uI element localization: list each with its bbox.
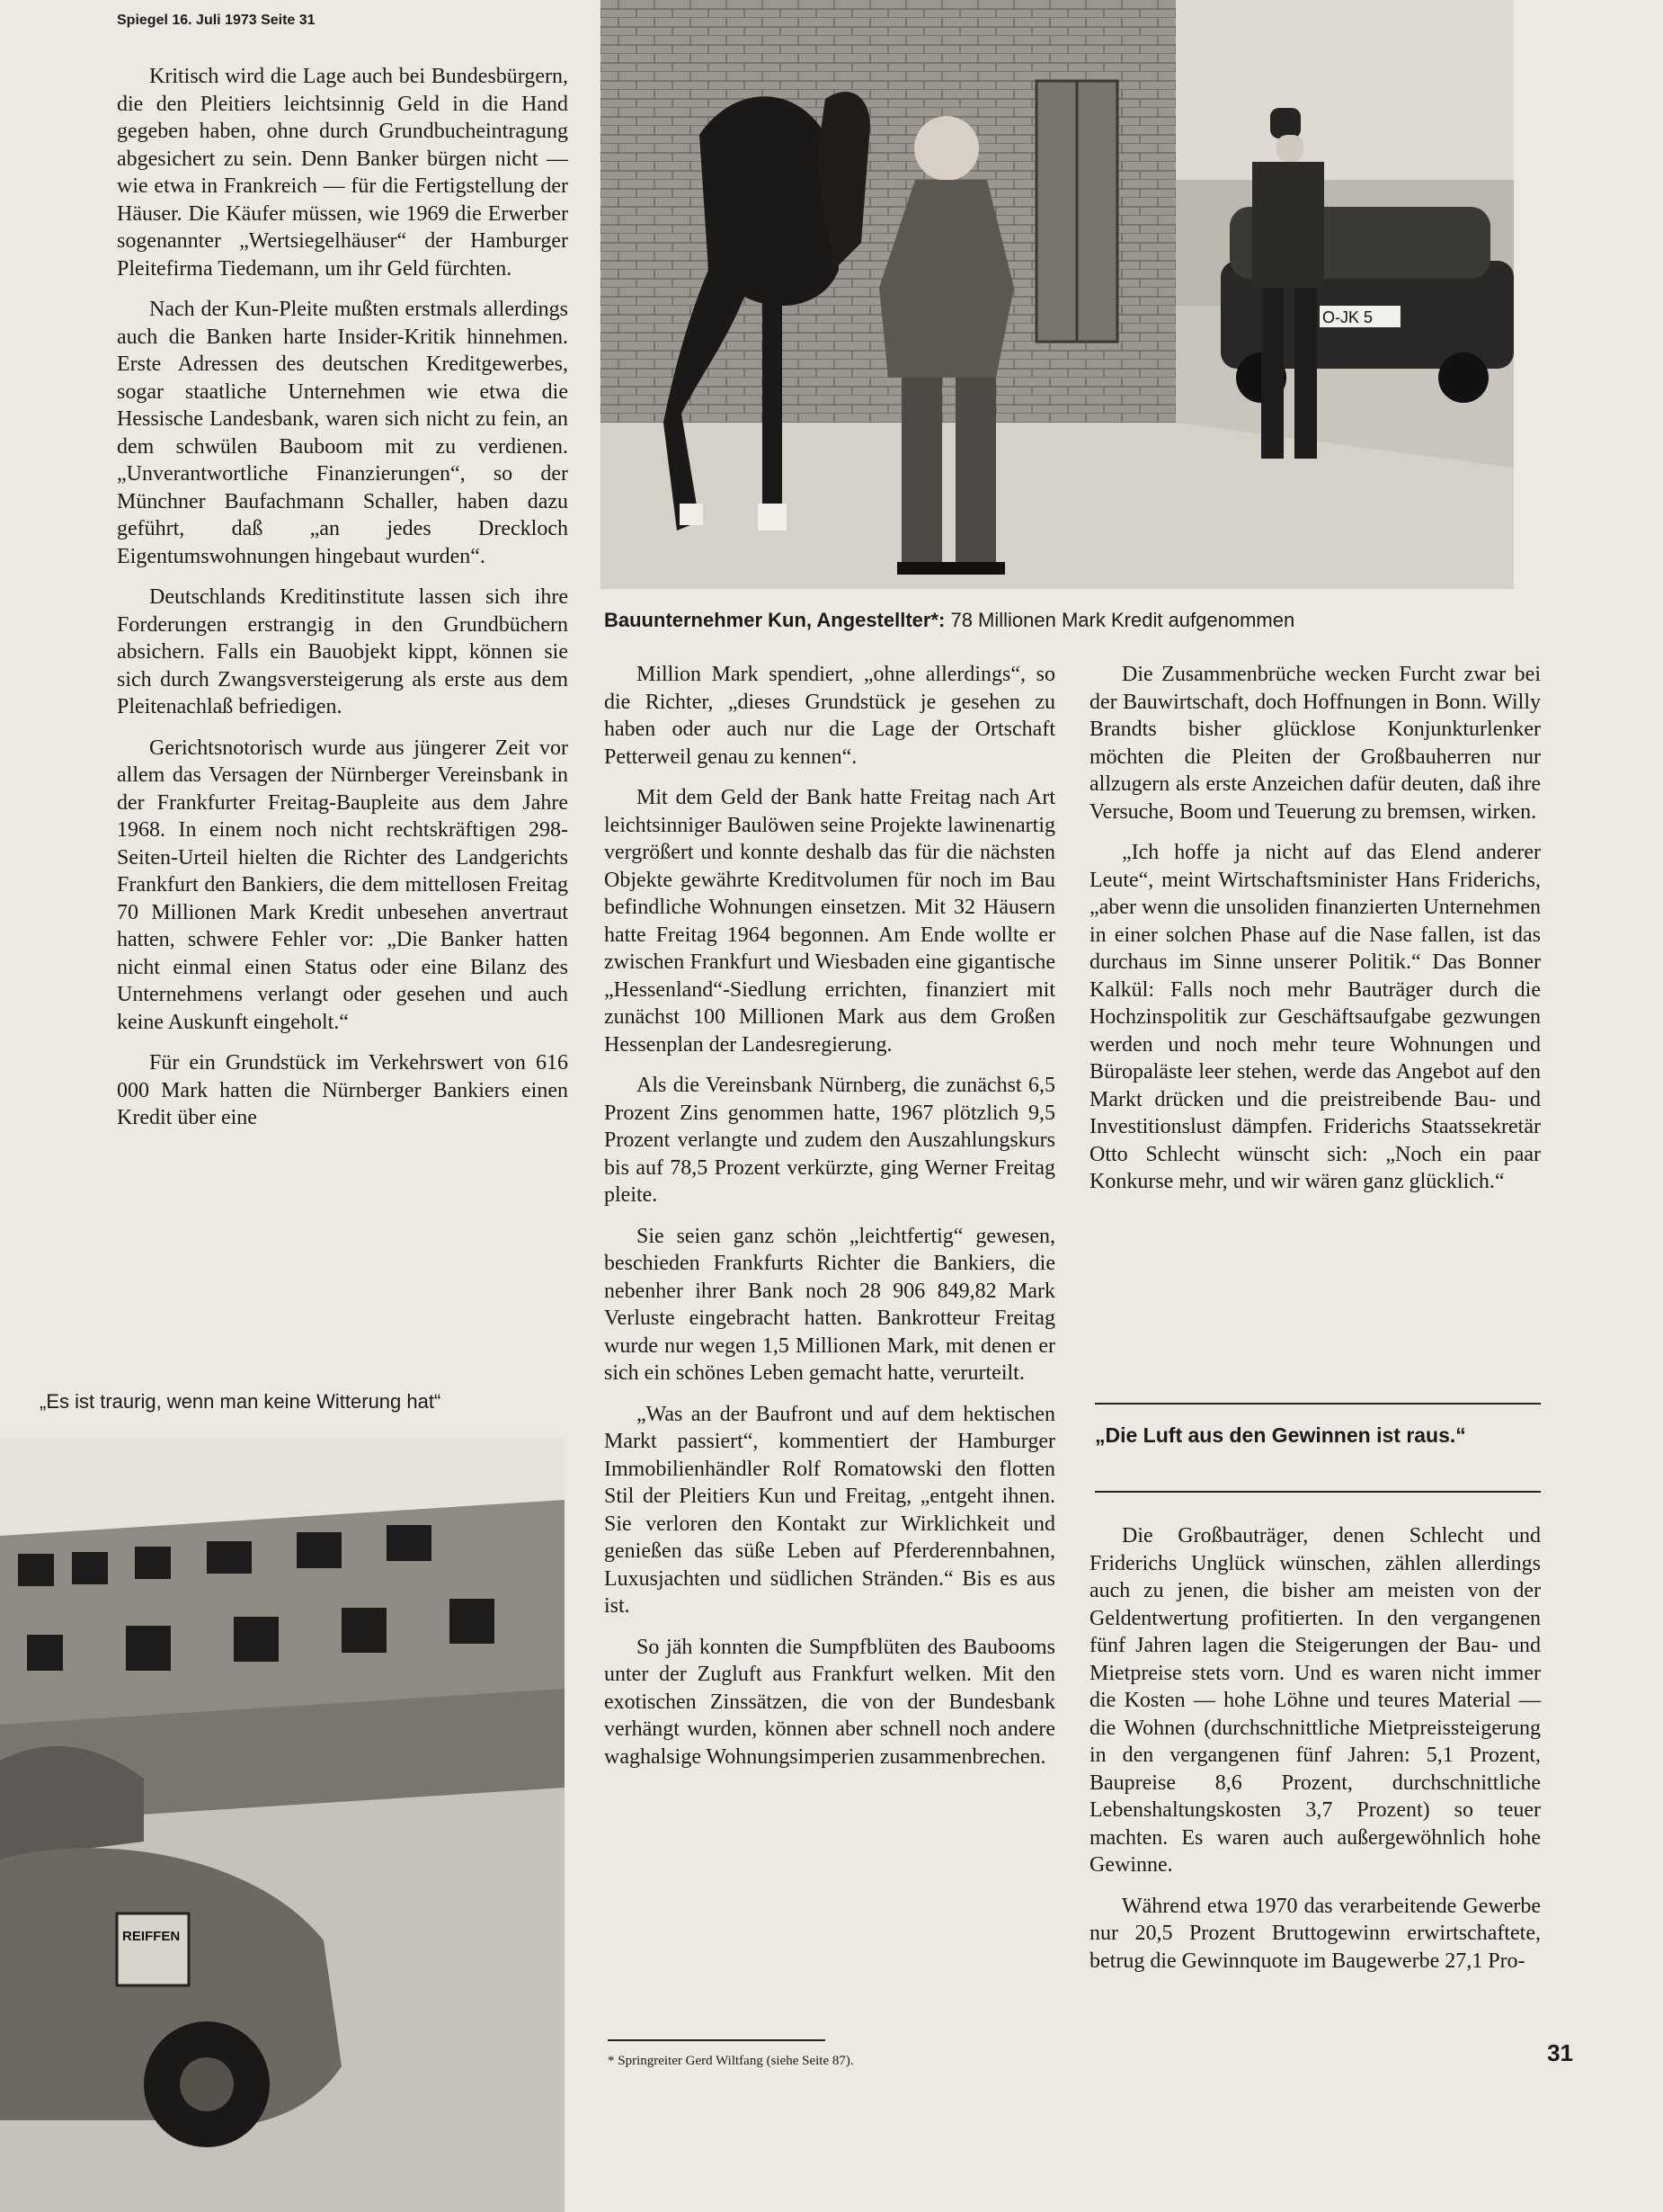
license-plate: O-JK 5 — [1322, 308, 1374, 326]
paragraph: Million Mark spendiert, „ohne allerdings“, so die Richter, „dieses Grundstück je gesehen zu haben oder auch nur die Lage der Ortschaft Petterweil genau zu kennen“. — [604, 663, 1055, 769]
paragraph: Deutschlands Kreditinstitute lassen sich ihre Forderungen erstrangig in den Grundbüchern absichern. Falls ein Bauobjekt kippt, können sie sich durch Zwangsversteigerung als erste aus dem Pleitenachlaß befriedigen. — [117, 585, 568, 718]
photo-building-site — [0, 1437, 565, 2212]
column-3 — [1089, 661, 1541, 1209]
subhead-rule-bottom — [1095, 1491, 1541, 1493]
paragraph: Die Großbauträger, denen Schlecht und Friderichs Unglück wünschen, zählen allerdings auch zu jenen, die bisher am meisten von der Geldentwertung profitierten. In den vergangenen fünf Jahren lagen die Steigerungen der Bau- und Mietpreise stets vorn. Und es waren nicht immer die Kosten — hohe Löhne und teures Material — die Wohnen (durchschnittliche Mietpreissteigerung in den vergangenen fünf Jahren: 5,1 Prozent, Baupreise 8,6 Prozent, durchschnittliche Lebenshaltungskosten 3,7 Prozent) so teuer machten. Es waren auch außergewöhnlich hohe Gewinne. — [1089, 1524, 1541, 1877]
page-number: 31 — [1547, 2039, 1573, 2066]
paragraph: Während etwa 1970 das verarbeitende Gewerbe nur 20,5 Prozent Bruttogewinn erwirtschaftete, betrug die Gewinnquote im Baugewerbe 27,1 Pro- — [1089, 1894, 1541, 1973]
column-2 — [604, 661, 1055, 1784]
tank-label: REIFFEN — [122, 1929, 181, 1944]
page-header: Spiegel 16. Juli 1973 Seite 31 — [117, 13, 316, 28]
paragraph: Für ein Grundstück im Verkehrswert von 616 000 Mark hatten die Nürnberger Bankiers einen Kredit über eine — [117, 1051, 568, 1129]
paragraph: Nach der Kun-Pleite mußten erstmals allerdings auch die Banken harte Insider-Kritik hinnehmen. Erste Adressen des deutschen Kreditgewerbes, sogar staatliche Unternehmen wie etwa die Hessische Landesbank, waren sich nicht zu fein, an dem schwülen Bauboom mit zu verdienen. „Unverantwortliche Finanzierungen“, so der Münchner Baufachmann Schaller, haben dazu geführt, daß „an jedes Dreckloch Eigentumswohnungen hingebaut wurden“. — [117, 298, 568, 568]
subhead: „Die Luft aus den Gewinnen ist raus.“ — [1095, 1423, 1466, 1447]
paragraph: Mit dem Geld der Bank hatte Freitag nach Art leichtsinniger Baulöwen seine Projekte lawinenartig vergrößert und konnte deshalb das für die nächsten Objekte gewährte Kreditvolumen für noch im Bau befindliche Wohnungen einsetzen. Mit 32 Häusern hatte Freitag 1964 begonnen. Am Ende wollte er zwischen Frankfurt und Wiesbaden eine gigantische „Hessenland“-Siedlung errichten, finanziert mit zunächst 100 Millionen Mark aus dem Großen Hessenplan der Landesregierung. — [604, 786, 1055, 1057]
footnote-rule — [608, 2039, 825, 2041]
top-photo-caption — [604, 608, 1521, 633]
column-3-continued — [1089, 1522, 1541, 1988]
footnote: * Springreiter Gerd Wiltfang (siehe Seite 87). — [608, 2054, 854, 2068]
column-1 — [117, 63, 568, 1146]
left-photo-caption: „Es ist traurig, wenn man keine Witterung hat“ — [40, 1390, 441, 1413]
paragraph: „Was an der Baufront und auf dem hektischen Markt passiert“, kommentiert der Hamburger Immobilienhändler Rolf Romatowski den flotten Stil der Pleitiers Kun und Freitag, „entgeht ihnen. Sie verloren den Kontakt zur Wirklichkeit und genießen das süße Leben auf Pferderennbahnen, Luxusjachten und südlichen Stränden.“ Bis es aus ist. — [604, 1402, 1055, 1618]
paragraph: Sie seien ganz schön „leichtfertig“ gewesen, beschieden Frankfurts Richter die Bankiers, die nebenher ihrer Bank noch 28 906 849,82 Mark Verluste eingebracht hatten. Bankrotteur Freitag wurde nur wegen 1,5 Millionen Mark, mit denen er sich ein schönes Leben gemacht hatte, verurteilt. — [604, 1224, 1055, 1385]
paragraph: Die Zusammenbrüche wecken Furcht zwar bei der Bauwirtschaft, doch Hoffnungen in Bonn. Willy Brandts bisher glücklose Konjunkturlenker möchten die Pleiten der Großbauherren nur allzugern als erste Anzeichen dafür deuten, daß ihre Versuche, Boom und Teuerung zu bremsen, wirken. — [1089, 663, 1541, 824]
paragraph: Gerichtsnotorisch wurde aus jüngerer Zeit vor allem das Versagen der Nürnberger Vereinsbank in der Frankfurter Freitag-Baupleite aus dem Jahre 1968. In einem noch nicht rechtskräftigen 298-Seiten-Urteil hielten die Richter des Landgerichts Frankfurt den Bankiers, die dem mittellosen Freitag 70 Millionen Mark Kredit unbesehen anvertraut hatten, schwere Fehler vor: „Die Banker hatten nicht einmal einen Status oder eine Bilanz des Unternehmens verlangt oder gesehen und auch keine Auskunft eingeholt.“ — [117, 736, 568, 1034]
photo-horse-kun — [600, 0, 1514, 589]
paragraph: Kritisch wird die Lage auch bei Bundesbürgern, die den Pleitiers leichtsinnig Geld in die Hand gegeben haben, ohne durch Grundbucheintragung abgesichert zu sein. Denn Banker bürgen nicht — wie etwa in Frankreich — für die Fertigstellung der Häuser. Die Käufer müssen, wie 1969 die Erwerber sogenannter „Wertsiegelhäuser“ der Hamburger Pleitefirma Tiedemann, um ihr Geld fürchten. — [117, 65, 568, 281]
paragraph: „Ich hoffe ja nicht auf das Elend anderer Leute“, meint Wirtschaftsminister Hans Friderichs, „aber wenn die unsoliden finanzierten Unternehmen in einer solchen Phase auf die Nase fallen, ist das durchaus im Sinne unserer Politik.“ Das Bonner Kalkül: Falls noch mehr Bauträger durch die Hochzinspolitik zur Geschäftsaufgabe gezwungen werden und noch mehr teure Wohnungen und Büropaläste leer stehen, werde das Angebot auf den Markt drücken und die preistreibende Bau- und Investitionslust dämpfen. Friderichs Staatssekretär Otto Schlecht wünscht sich: „Noch ein paar Konkurse mehr, und wir wären ganz glücklich.“ — [1089, 841, 1541, 1193]
paragraph: So jäh konnten die Sumpfblüten des Baubooms unter der Zugluft aus Frankfurt welken. Mit den exotischen Zinssätzen, die von der Bundesbank verhängt wurden, können aber schnell noch andere waghalsige Wohnungsimperien zusammenbrechen. — [604, 1635, 1055, 1769]
paragraph: Als die Vereinsbank Nürnberg, die zunächst 6,5 Prozent Zins genommen hatte, 1967 plötzlich 9,5 Prozent verlangte und zudem den Auszahlungskurs bis auf 78,5 Prozent verkürzte, ging Werner Freitag pleite. — [604, 1074, 1055, 1207]
caption-rest: 78 Millionen Mark Kredit aufgenommen — [945, 609, 1295, 631]
subhead-rule-top — [1095, 1403, 1541, 1405]
caption-bold: Bauunternehmer Kun, Angestellter*: — [604, 609, 946, 631]
